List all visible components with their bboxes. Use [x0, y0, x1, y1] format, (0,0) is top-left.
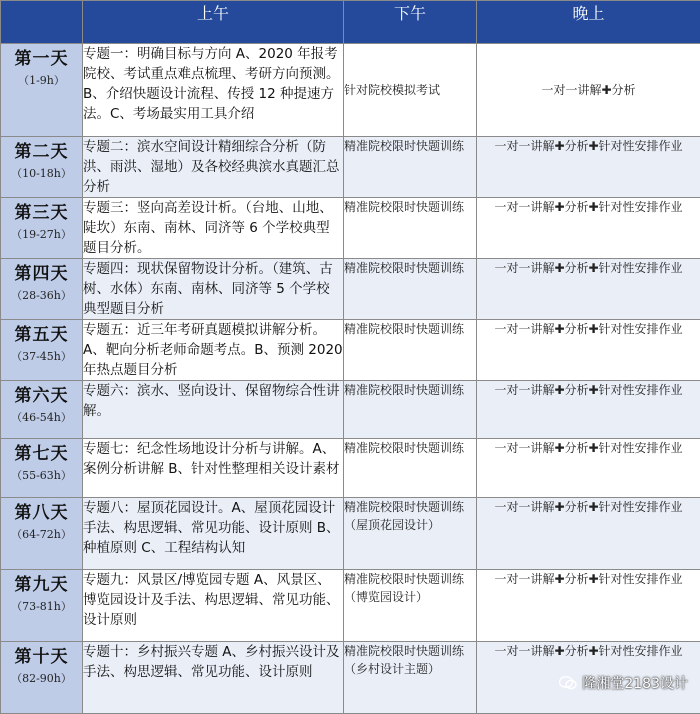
am-cell: 专题七：纪念性场地设计分析与讲解。A、案例分析讲解 B、针对性整理相关设计素材 [83, 439, 344, 498]
table-row [1, 198, 700, 259]
eve-cell: 一对一讲解✚分析✚针对性安排作业 [477, 137, 700, 198]
table-row [1, 498, 700, 570]
pm-cell: 针对院校模拟考试 [344, 44, 477, 137]
am-cell: 专题一：明确目标与方向 A、2020 年报考院校、考试重点难点梳理、考研方向预测。B、介绍快题设计流程、传授 12 种提速方法。C、考场最实用工具介绍 [83, 44, 344, 137]
header-eve: 晚上 [477, 1, 700, 44]
am-cell: 专题八：屋顶花园设计。A、屋顶花园设计手法、构思逻辑、常见功能、设计原则 B、种植原则 C、工程结构认知 [83, 498, 344, 570]
day-cell [1, 498, 83, 570]
watermark [559, 673, 688, 693]
eve-cell: 一对一讲解✚分析✚针对性安排作业 [477, 198, 700, 259]
watermark-text: 隆湘堂2183设计 [582, 673, 688, 693]
pm-cell: 精准院校限时快题训练（博览园设计） [344, 570, 477, 642]
day-cell [1, 259, 83, 320]
day-hours: （64-72h） [1, 526, 82, 542]
wechat-icon [559, 676, 577, 690]
header-row [1, 1, 700, 44]
day-name: 第十天 [1, 642, 82, 667]
day-hours: （19-27h） [1, 226, 82, 242]
table-row [1, 381, 700, 439]
day-hours: （46-54h） [1, 409, 82, 425]
day-hours: （1-9h） [1, 72, 82, 88]
eve-cell: 一对一讲解✚分析✚针对性安排作业 [477, 381, 700, 439]
pm-cell: 精准院校限时快题训练 [344, 198, 477, 259]
day-name: 第三天 [1, 198, 82, 223]
day-hours: （37-45h） [1, 348, 82, 364]
am-cell: 专题九：风景区/博览园专题 A、风景区、博览园设计及手法、构思逻辑、常见功能、设计原则 [83, 570, 344, 642]
table-row [1, 439, 700, 498]
am-cell: 专题二：滨水空间设计精细综合分析（防洪、雨洪、湿地）及各校经典滨水真题汇总分析 [83, 137, 344, 198]
day-name: 第八天 [1, 498, 82, 523]
day-hours: （28-36h） [1, 287, 82, 303]
table-row [1, 320, 700, 381]
table-row [1, 137, 700, 198]
day-name: 第四天 [1, 259, 82, 284]
pm-cell: 精准院校限时快题训练 [344, 381, 477, 439]
table-row [1, 259, 700, 320]
header-day [1, 1, 83, 44]
day-name: 第二天 [1, 137, 82, 162]
am-cell: 专题六：滨水、竖向设计、保留物综合性讲解。 [83, 381, 344, 439]
eve-cell: 一对一讲解✚分析✚针对性安排作业 [477, 642, 700, 714]
header-am: 上午 [83, 1, 344, 44]
day-hours: （10-18h） [1, 165, 82, 181]
pm-cell: 精准院校限时快题训练 [344, 320, 477, 381]
day-cell [1, 198, 83, 259]
day-cell [1, 137, 83, 198]
day-cell [1, 570, 83, 642]
am-cell: 专题三：竖向高差设计析。（台地、山地、陡坎）东南、南林、同济等 6 个学校典型题目分析。 [83, 198, 344, 259]
table-row [1, 570, 700, 642]
am-cell: 专题十：乡村振兴专题 A、乡村振兴设计及手法、构思逻辑、常见功能、设计原则 [83, 642, 344, 714]
day-hours: （55-63h） [1, 467, 82, 483]
pm-cell: 精准院校限时快题训练（乡村设计主题） [344, 642, 477, 714]
day-cell [1, 439, 83, 498]
day-hours: （73-81h） [1, 598, 82, 614]
table-row [1, 44, 700, 137]
day-hours: （82-90h） [1, 670, 82, 686]
day-name: 第六天 [1, 381, 82, 406]
eve-cell: 一对一讲解✚分析✚针对性安排作业 [477, 320, 700, 381]
day-cell [1, 381, 83, 439]
am-cell: 专题五：近三年考研真题模拟讲解分析。A、靶向分析老师命题考点。B、预测 2020 年热点题目分析 [83, 320, 344, 381]
day-cell [1, 320, 83, 381]
pm-cell: 精准院校限时快题训练 [344, 439, 477, 498]
eve-cell: 一对一讲解✚分析✚针对性安排作业 [477, 498, 700, 570]
day-name: 第一天 [1, 44, 82, 69]
eve-cell: 一对一讲解✚分析✚针对性安排作业 [477, 570, 700, 642]
header-pm: 下午 [344, 1, 477, 44]
pm-cell: 精准院校限时快题训练 [344, 259, 477, 320]
day-name: 第九天 [1, 570, 82, 595]
day-cell [1, 642, 83, 714]
pm-cell: 精准院校限时快题训练 [344, 137, 477, 198]
day-name: 第五天 [1, 320, 82, 345]
eve-cell: 一对一讲解✚分析✚针对性安排作业 [477, 439, 700, 498]
am-cell: 专题四：现状保留物设计分析。（建筑、古树、水体）东南、南林、同济等 5 个学校典型题目分析 [83, 259, 344, 320]
day-cell [1, 44, 83, 137]
eve-cell: 一对一讲解✚分析✚针对性安排作业 [477, 259, 700, 320]
day-name: 第七天 [1, 439, 82, 464]
pm-cell: 精准院校限时快题训练（屋顶花园设计） [344, 498, 477, 570]
eve-cell: 一对一讲解✚分析 [477, 44, 700, 137]
